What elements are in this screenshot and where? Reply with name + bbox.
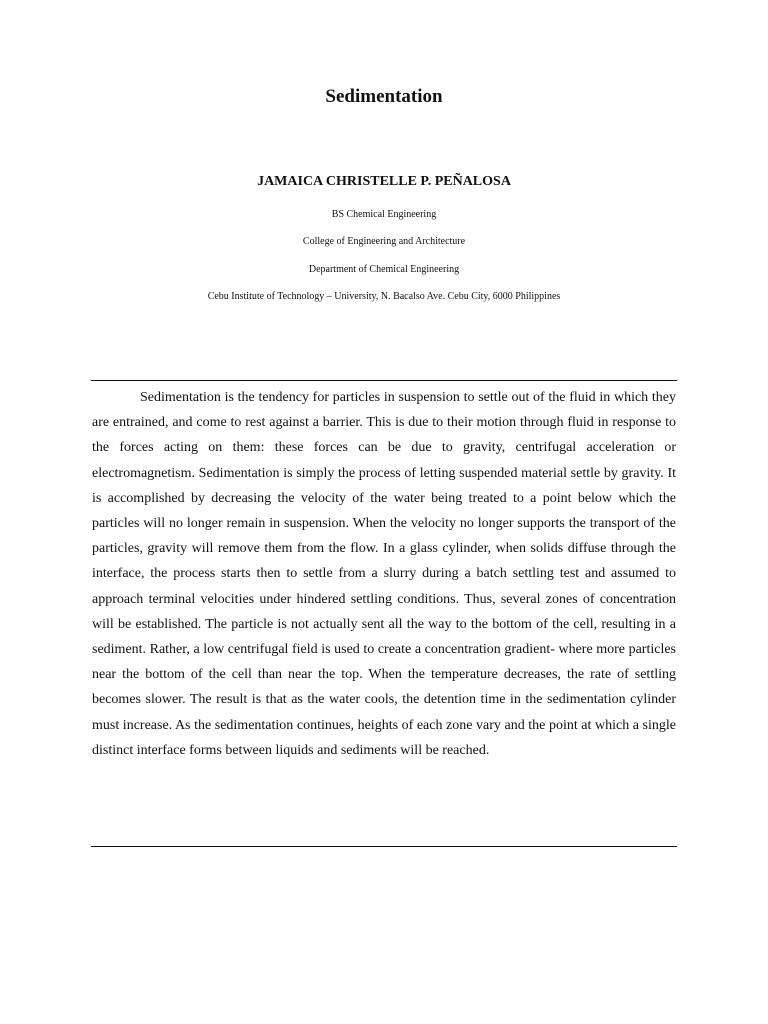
- author-name: JAMAICA CHRISTELLE P. PEÑALOSA: [257, 174, 511, 189]
- abstract-top-rule: [91, 380, 677, 381]
- affiliation-institution: Cebu Institute of Technology – University, N. Bacalso Ave. Cebu City, 6000 Philippines: [207, 291, 561, 302]
- affiliation-department: Department of Chemical Engineering: [308, 264, 460, 275]
- abstract-bottom-rule: [91, 846, 677, 847]
- affiliation-college: College of Engineering and Architecture: [302, 236, 466, 247]
- paper-title: Sedimentation: [325, 86, 443, 107]
- abstract-text: Sedimentation is the tendency for particles in suspension to settle out of the fluid in which they are entrained, and come to rest against a barrier. This is due to their motion through fluid in response to the forces acting on them: these forces can be due to gravity, centrifugal acceleration or electromagnetism. Sedimentation is simply the process of letting suspended material settle by gravity. It is accomplished by decreasing the velocity of the water being treated to a point below which the particles will no longer remain in suspension. When the velocity no longer supports the transport of the particles, gravity will remove them from the flow. In a glass cylinder, when solids diffuse through the interface, the process starts then to settle from a slurry during a batch settling test and assumed to approach terminal velocities under hindered settling conditions. Thus, several zones of concentration will be established. The particle is not actually sent all the way to the bottom of the cell, resulting in a sediment. Rather, a low centrifugal field is used to create a concentration gradient- where more particles near the bottom of the cell than near the top. When the temperature decreases, the rate of settling becomes slower. The result is that as the water cools, the detention time in the sedimentation cylinder must increase. As the sedimentation continues, heights of each zone vary and the point at which a single distinct interface forms between liquids and sediments will be reached.: [92, 390, 676, 758]
- affiliation-program: BS Chemical Engineering: [331, 209, 437, 220]
